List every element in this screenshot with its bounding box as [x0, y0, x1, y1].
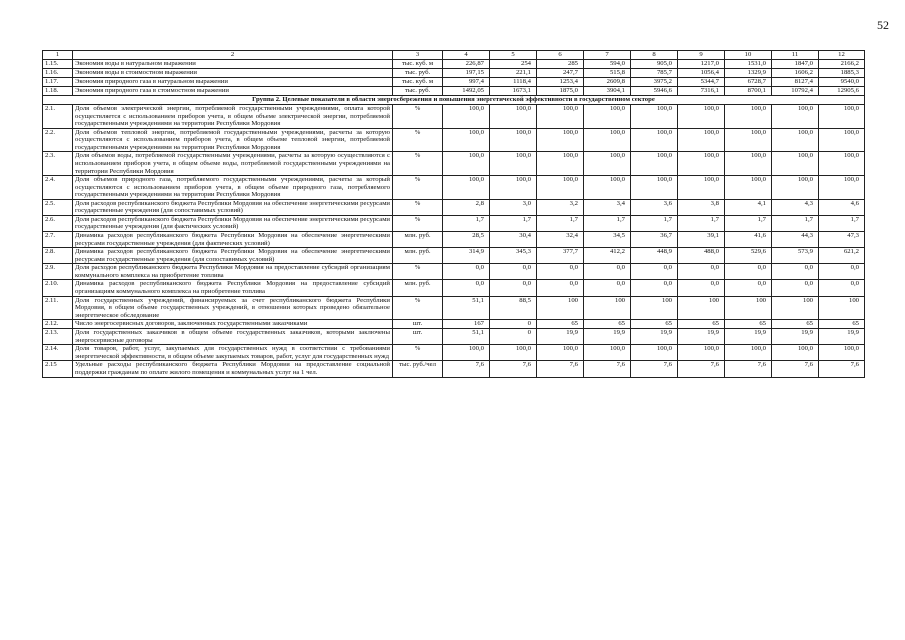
- value-cell: 34,5: [584, 232, 631, 248]
- row-number-cell: 2.3.: [43, 152, 73, 176]
- row-number-cell: 2.12.: [43, 320, 73, 329]
- value-cell: 100,0: [584, 345, 631, 361]
- header-cell: 11: [772, 51, 819, 60]
- header-cell: 12: [819, 51, 865, 60]
- indicator-name-cell: Доля объемов электрической энергии, потребляемой государственными учреждениями, оплата которой осуществляется с использованием приборов учета, в общем объеме электрической энергии, потребляемой государственными учреждениями на территории Республики Мордовия: [73, 105, 393, 129]
- value-cell: 1,7: [443, 215, 490, 231]
- value-cell: 167: [443, 320, 490, 329]
- value-cell: 44,3: [772, 232, 819, 248]
- value-cell: 100,0: [725, 105, 772, 129]
- value-cell: 1885,3: [819, 69, 865, 78]
- value-cell: 0,0: [631, 280, 678, 296]
- value-cell: 7,6: [584, 361, 631, 377]
- value-cell: 4,6: [819, 199, 865, 215]
- value-cell: 100,0: [819, 128, 865, 152]
- table-row: [43, 264, 865, 280]
- value-cell: 100,0: [678, 105, 725, 129]
- unit-cell: млн. руб.: [393, 232, 443, 248]
- value-cell: 997,4: [443, 78, 490, 87]
- value-cell: 1,7: [819, 215, 865, 231]
- row-number-cell: 2.6.: [43, 215, 73, 231]
- value-cell: 65: [584, 320, 631, 329]
- value-cell: 0,0: [537, 280, 584, 296]
- indicator-name-cell: Доля расходов республиканского бюджета Республики Мордовия на обеспечение энергетическими ресурсами государственные учреждения (для сопоставимых условий): [73, 199, 393, 215]
- value-cell: 19,9: [772, 329, 819, 345]
- value-cell: 0,0: [584, 264, 631, 280]
- value-cell: 100,0: [537, 128, 584, 152]
- value-cell: 3904,1: [584, 87, 631, 96]
- value-cell: 0,0: [819, 280, 865, 296]
- value-cell: 12905,6: [819, 87, 865, 96]
- value-cell: 377,7: [537, 248, 584, 264]
- value-cell: 0,0: [819, 264, 865, 280]
- value-cell: 19,9: [725, 329, 772, 345]
- value-cell: 1,7: [772, 215, 819, 231]
- value-cell: 30,4: [490, 232, 537, 248]
- value-cell: 7,6: [490, 361, 537, 377]
- unit-cell: %: [393, 264, 443, 280]
- unit-cell: млн. руб.: [393, 280, 443, 296]
- table-row: [43, 176, 865, 200]
- value-cell: 0,0: [772, 280, 819, 296]
- unit-cell: %: [393, 176, 443, 200]
- value-cell: 100,0: [678, 176, 725, 200]
- row-number-cell: 2.9.: [43, 264, 73, 280]
- value-cell: 5946,6: [631, 87, 678, 96]
- indicator-name-cell: Доля государственных учреждений, финансируемых за счет республиканского бюджета Республики Мордовия, в общем объеме государственных учреждений, в отношении которых проведено обязательное энергетическое обследование: [73, 296, 393, 320]
- value-cell: 1531,0: [725, 60, 772, 69]
- value-cell: 3,2: [537, 199, 584, 215]
- value-cell: 100,0: [490, 345, 537, 361]
- value-cell: 0,0: [631, 264, 678, 280]
- value-cell: 412,2: [584, 248, 631, 264]
- value-cell: 65: [537, 320, 584, 329]
- value-cell: 0,0: [725, 280, 772, 296]
- value-cell: 529,6: [725, 248, 772, 264]
- value-cell: 36,7: [631, 232, 678, 248]
- value-cell: 1875,0: [537, 87, 584, 96]
- value-cell: 7,6: [725, 361, 772, 377]
- value-cell: 1847,0: [772, 60, 819, 69]
- header-cell: 4: [443, 51, 490, 60]
- indicator-name-cell: Доля объемов воды, потребляемой государственными учреждениями, расчеты за которую осуществляются с использованием приборов учета, в общем объеме воды, потребляемой государственными учреждениями на территории Республики Мордовия: [73, 152, 393, 176]
- value-cell: 100,0: [490, 128, 537, 152]
- group-title: Группа 2. Целевые показатели в области энергосбережения и повышения энергетической эффективности в государственном секторе: [43, 96, 865, 105]
- row-number-cell: 2.11.: [43, 296, 73, 320]
- value-cell: 100,0: [443, 345, 490, 361]
- table-row: [43, 60, 865, 69]
- value-cell: 65: [678, 320, 725, 329]
- unit-cell: %: [393, 128, 443, 152]
- row-number-cell: 2.8.: [43, 248, 73, 264]
- value-cell: 100: [584, 296, 631, 320]
- value-cell: 100,0: [631, 152, 678, 176]
- value-cell: 19,9: [631, 329, 678, 345]
- header-cell: 10: [725, 51, 772, 60]
- value-cell: 100: [537, 296, 584, 320]
- indicator-name-cell: Доля расходов республиканского бюджета Республики Мордовия на обеспечение энергетическими ресурсами государственные учреждения (для фактических условий): [73, 215, 393, 231]
- value-cell: 100,0: [725, 176, 772, 200]
- value-cell: 100,0: [443, 152, 490, 176]
- value-cell: 0,0: [678, 280, 725, 296]
- header-row: [43, 51, 865, 60]
- value-cell: 100: [678, 296, 725, 320]
- value-cell: 100,0: [631, 176, 678, 200]
- value-cell: 5344,7: [678, 78, 725, 87]
- value-cell: 573,9: [772, 248, 819, 264]
- indicator-name-cell: Доля расходов республиканского бюджета Республики Мордовия на предоставление субсидий организациям коммунального комплекса на приобретение топлива: [73, 264, 393, 280]
- value-cell: 100,0: [819, 345, 865, 361]
- table-body: [43, 51, 865, 378]
- value-cell: 65: [772, 320, 819, 329]
- indicator-name-cell: Доля объемов природного газа, потребляемого государственными учреждениями, расчеты за который осуществляются с использованием приборов учета, в общем объеме природного газа, потребляемого государственными учреждениями на территории Республики Мордовия: [73, 176, 393, 200]
- value-cell: 2609,8: [584, 78, 631, 87]
- table-row: [43, 329, 865, 345]
- value-cell: 247,7: [537, 69, 584, 78]
- value-cell: 100: [725, 296, 772, 320]
- value-cell: 100,0: [772, 152, 819, 176]
- value-cell: 100,0: [490, 105, 537, 129]
- value-cell: 19,9: [819, 329, 865, 345]
- value-cell: 4,1: [725, 199, 772, 215]
- value-cell: 88,5: [490, 296, 537, 320]
- table-row: [43, 361, 865, 377]
- indicators-table: [42, 50, 865, 378]
- header-cell: 3: [393, 51, 443, 60]
- header-cell: 8: [631, 51, 678, 60]
- value-cell: 100,0: [537, 152, 584, 176]
- unit-cell: %: [393, 199, 443, 215]
- unit-cell: тыс. куб. м: [393, 60, 443, 69]
- value-cell: 0: [490, 329, 537, 345]
- value-cell: 3,8: [678, 199, 725, 215]
- row-number-cell: 2.4.: [43, 176, 73, 200]
- value-cell: 39,1: [678, 232, 725, 248]
- value-cell: 100,0: [537, 345, 584, 361]
- value-cell: 621,2: [819, 248, 865, 264]
- unit-cell: шт.: [393, 329, 443, 345]
- value-cell: 0,0: [772, 264, 819, 280]
- value-cell: 100,0: [584, 176, 631, 200]
- row-number-cell: 1.15.: [43, 60, 73, 69]
- indicator-name-cell: Удельные расходы республиканского бюджета Республики Мордовия на предоставление социальной поддержки гражданам по оплате жилого помещения и коммунальных услуг на 1 чел.: [73, 361, 393, 377]
- value-cell: 47,3: [819, 232, 865, 248]
- value-cell: 0: [490, 320, 537, 329]
- indicators-table-container: [42, 50, 864, 378]
- value-cell: 41,6: [725, 232, 772, 248]
- row-number-cell: 2.7.: [43, 232, 73, 248]
- value-cell: 0,0: [490, 280, 537, 296]
- value-cell: 100,0: [725, 128, 772, 152]
- value-cell: 0,0: [725, 264, 772, 280]
- indicator-name-cell: Экономия природного газа в стоимостном выражении: [73, 87, 393, 96]
- row-number-cell: 1.18.: [43, 87, 73, 96]
- unit-cell: %: [393, 152, 443, 176]
- value-cell: 0,0: [490, 264, 537, 280]
- value-cell: 32,4: [537, 232, 584, 248]
- value-cell: 1606,2: [772, 69, 819, 78]
- indicator-name-cell: Динамика расходов республиканского бюджета Республики Мордовия на обеспечение энергетическими ресурсами государственные учреждения (для фактических условий): [73, 232, 393, 248]
- row-number-cell: 1.16.: [43, 69, 73, 78]
- value-cell: 3975,2: [631, 78, 678, 87]
- unit-cell: шт.: [393, 320, 443, 329]
- table-row: [43, 345, 865, 361]
- value-cell: 594,0: [584, 60, 631, 69]
- value-cell: 0,0: [537, 264, 584, 280]
- value-cell: 2166,2: [819, 60, 865, 69]
- value-cell: 7,6: [631, 361, 678, 377]
- value-cell: 51,1: [443, 296, 490, 320]
- value-cell: 905,0: [631, 60, 678, 69]
- header-cell: 6: [537, 51, 584, 60]
- value-cell: 100,0: [490, 176, 537, 200]
- group-header-row: [43, 96, 865, 105]
- value-cell: 100,0: [819, 152, 865, 176]
- value-cell: 100,0: [725, 345, 772, 361]
- value-cell: 100,0: [678, 152, 725, 176]
- value-cell: 100,0: [584, 128, 631, 152]
- value-cell: 100: [631, 296, 678, 320]
- value-cell: 10792,4: [772, 87, 819, 96]
- value-cell: 100,0: [772, 345, 819, 361]
- value-cell: 100,0: [678, 345, 725, 361]
- table-row: [43, 152, 865, 176]
- indicator-name-cell: Доля государственных заказчиков в общем объеме государственных заказчиков, которыми заключены энергосервисные договоры: [73, 329, 393, 345]
- value-cell: 100,0: [819, 105, 865, 129]
- row-number-cell: 2.5.: [43, 199, 73, 215]
- value-cell: 65: [725, 320, 772, 329]
- row-number-cell: 2.15: [43, 361, 73, 377]
- value-cell: 3,6: [631, 199, 678, 215]
- row-number-cell: 2.2.: [43, 128, 73, 152]
- value-cell: 100,0: [631, 128, 678, 152]
- value-cell: 3,0: [490, 199, 537, 215]
- value-cell: 65: [631, 320, 678, 329]
- value-cell: 100,0: [443, 128, 490, 152]
- header-cell: 7: [584, 51, 631, 60]
- header-cell: 5: [490, 51, 537, 60]
- value-cell: 100,0: [537, 105, 584, 129]
- value-cell: 100,0: [772, 176, 819, 200]
- value-cell: 100,0: [772, 105, 819, 129]
- value-cell: 51,1: [443, 329, 490, 345]
- row-number-cell: 2.1.: [43, 105, 73, 129]
- value-cell: 100,0: [443, 105, 490, 129]
- table-row: [43, 87, 865, 96]
- table-row: [43, 199, 865, 215]
- value-cell: 7316,1: [678, 87, 725, 96]
- value-cell: 100,0: [443, 176, 490, 200]
- value-cell: 1253,4: [537, 78, 584, 87]
- row-number-cell: 2.10.: [43, 280, 73, 296]
- value-cell: 1217,0: [678, 60, 725, 69]
- value-cell: 314,9: [443, 248, 490, 264]
- value-cell: 9540,0: [819, 78, 865, 87]
- table-row: [43, 215, 865, 231]
- value-cell: 7,6: [819, 361, 865, 377]
- value-cell: 100,0: [725, 152, 772, 176]
- value-cell: 19,9: [678, 329, 725, 345]
- value-cell: 0,0: [678, 264, 725, 280]
- unit-cell: %: [393, 296, 443, 320]
- table-row: [43, 105, 865, 129]
- indicator-name-cell: Динамика расходов республиканского бюджета Республики Мордовия на обеспечение энергетическими ресурсами государственные учреждения (для сопоставимых условий): [73, 248, 393, 264]
- value-cell: 8700,1: [725, 87, 772, 96]
- value-cell: 7,6: [772, 361, 819, 377]
- value-cell: 100: [819, 296, 865, 320]
- value-cell: 3,4: [584, 199, 631, 215]
- row-number-cell: 1.17.: [43, 78, 73, 87]
- value-cell: 1329,9: [725, 69, 772, 78]
- value-cell: 100,0: [631, 105, 678, 129]
- value-cell: 100,0: [819, 176, 865, 200]
- row-number-cell: 2.14.: [43, 345, 73, 361]
- indicator-name-cell: Доля товаров, работ, услуг, закупаемых для государственных нужд в соответствии с требованиями энергетической эффективности, в общем объеме закупаемых товаров, работ, услуг для государственных нужд: [73, 345, 393, 361]
- unit-cell: тыс. руб./чел: [393, 361, 443, 377]
- value-cell: 1,7: [678, 215, 725, 231]
- value-cell: 1,7: [631, 215, 678, 231]
- table-row: [43, 280, 865, 296]
- value-cell: 1,7: [584, 215, 631, 231]
- value-cell: 221,1: [490, 69, 537, 78]
- value-cell: 515,8: [584, 69, 631, 78]
- header-cell: 9: [678, 51, 725, 60]
- table-row: [43, 248, 865, 264]
- value-cell: 19,9: [584, 329, 631, 345]
- value-cell: 4,3: [772, 199, 819, 215]
- value-cell: 7,6: [443, 361, 490, 377]
- value-cell: 1,7: [490, 215, 537, 231]
- value-cell: 1056,4: [678, 69, 725, 78]
- value-cell: 7,6: [537, 361, 584, 377]
- value-cell: 448,9: [631, 248, 678, 264]
- value-cell: 1673,1: [490, 87, 537, 96]
- unit-cell: %: [393, 215, 443, 231]
- table-row: [43, 232, 865, 248]
- value-cell: 1492,05: [443, 87, 490, 96]
- value-cell: 100,0: [490, 152, 537, 176]
- value-cell: 345,3: [490, 248, 537, 264]
- value-cell: 197,15: [443, 69, 490, 78]
- row-number-cell: 2.13.: [43, 329, 73, 345]
- value-cell: 100,0: [584, 105, 631, 129]
- table-row: [43, 128, 865, 152]
- indicator-name-cell: Экономия воды в стоимостном выражении: [73, 69, 393, 78]
- indicator-name-cell: Динамика расходов республиканского бюджета Республики Мордовия на предоставление субсидий организациям коммунального комплекса на приобретение топлива: [73, 280, 393, 296]
- value-cell: 1,7: [537, 215, 584, 231]
- indicator-name-cell: Число энергосервисных договоров, заключенных государственными заказчиками: [73, 320, 393, 329]
- value-cell: 100,0: [537, 176, 584, 200]
- value-cell: 65: [819, 320, 865, 329]
- value-cell: 285: [537, 60, 584, 69]
- value-cell: 0,0: [443, 280, 490, 296]
- unit-cell: тыс. руб.: [393, 87, 443, 96]
- value-cell: 100: [772, 296, 819, 320]
- header-cell: 1: [43, 51, 73, 60]
- value-cell: 488,0: [678, 248, 725, 264]
- page-number: 52: [877, 18, 889, 32]
- value-cell: 2,8: [443, 199, 490, 215]
- table-row: [43, 78, 865, 87]
- unit-cell: %: [393, 105, 443, 129]
- value-cell: 254: [490, 60, 537, 69]
- indicator-name-cell: Экономия природного газа в натуральном выражении: [73, 78, 393, 87]
- value-cell: 1,7: [725, 215, 772, 231]
- table-row: [43, 296, 865, 320]
- unit-cell: млн. руб.: [393, 248, 443, 264]
- value-cell: 28,5: [443, 232, 490, 248]
- value-cell: 8127,4: [772, 78, 819, 87]
- table-row: [43, 320, 865, 329]
- value-cell: 19,9: [537, 329, 584, 345]
- unit-cell: тыс. руб.: [393, 69, 443, 78]
- indicator-name-cell: Экономия воды в натуральном выражении: [73, 60, 393, 69]
- value-cell: 100,0: [678, 128, 725, 152]
- indicator-name-cell: Доля объемов тепловой энергии, потребляемой государственными учреждениями, расчеты за которую осуществляются с использованием приборов учета, в общем объеме тепловой энергии, потребляемой государственными учреждениями на территории Республики Мордовия: [73, 128, 393, 152]
- value-cell: 0,0: [584, 280, 631, 296]
- unit-cell: тыс. куб. м: [393, 78, 443, 87]
- unit-cell: %: [393, 345, 443, 361]
- value-cell: 0,0: [443, 264, 490, 280]
- value-cell: 100,0: [631, 345, 678, 361]
- value-cell: 6728,7: [725, 78, 772, 87]
- value-cell: 7,6: [678, 361, 725, 377]
- header-cell: 2: [73, 51, 393, 60]
- value-cell: 1118,4: [490, 78, 537, 87]
- value-cell: 226,87: [443, 60, 490, 69]
- value-cell: 100,0: [772, 128, 819, 152]
- value-cell: 785,7: [631, 69, 678, 78]
- value-cell: 100,0: [584, 152, 631, 176]
- table-row: [43, 69, 865, 78]
